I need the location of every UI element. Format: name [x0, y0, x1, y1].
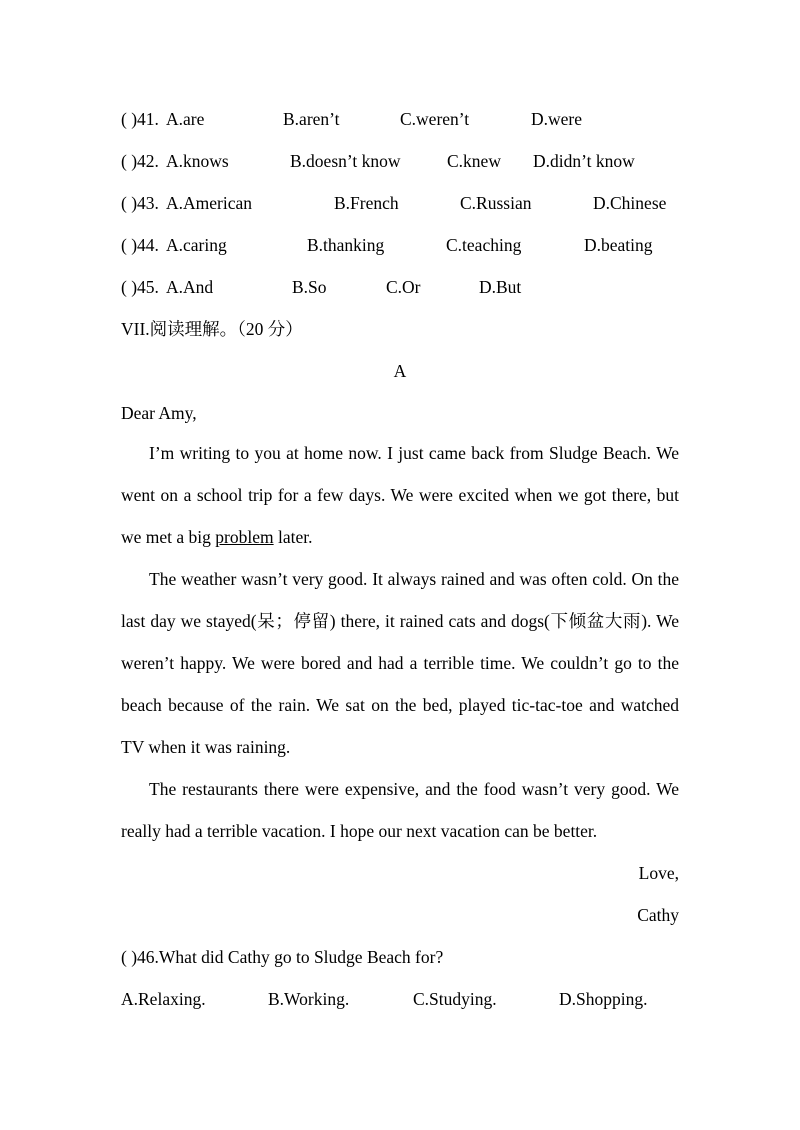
- paragraph-text: I’m writing to you at home now. I just came back from Sludge Beach. We went on a school trip for a few days. We were excited when we got there, but we met a big: [121, 443, 679, 547]
- question-stem: ( )44.: [121, 235, 159, 255]
- option-c: C.teaching: [446, 235, 522, 255]
- option-c: C.Russian: [460, 193, 532, 213]
- letter-paragraph-2: [121, 558, 679, 768]
- letter-signature: Cathy: [637, 905, 679, 925]
- question-42: [121, 150, 701, 172]
- question-46-stem: ( )46.What did Cathy go to Sludge Beach for?: [121, 947, 444, 967]
- question-stem: ( )42.: [121, 151, 159, 171]
- question-stem: ( )43.: [121, 193, 159, 213]
- question-46-options: [121, 988, 701, 1010]
- option-a: A.caring: [166, 235, 227, 255]
- question-stem: ( )45.: [121, 277, 159, 297]
- option-a: A.knows: [166, 151, 229, 171]
- option-d: D.beating: [584, 235, 653, 255]
- letter-greeting: Dear Amy,: [121, 403, 197, 423]
- question-45: [121, 276, 701, 298]
- section-heading: VII.阅读理解。（20 分）: [121, 319, 303, 339]
- option-d: D.Shopping.: [559, 989, 648, 1009]
- paragraph-text: The restaurants there were expensive, and the food wasn’t very good. We really had a terrible vacation. I hope our next vacation can be better.: [121, 779, 679, 841]
- option-c: C.Or: [386, 277, 421, 297]
- passage-label: A: [393, 361, 407, 381]
- question-44: [121, 234, 701, 256]
- paragraph-text: later.: [273, 527, 313, 547]
- option-d: D.didn’t know: [533, 151, 635, 171]
- option-a: A.Relaxing.: [121, 989, 206, 1009]
- paragraph-text: The weather wasn’t very good. It always rained and was often cold. On the last day we stayed(呆；停留) there, it rained cats and dogs(下倾盆大雨). We weren’t happy. We were bored and had a terrible time. We couldn’t go to the beach because of the rain. We sat on the bed, played tic-tac-toe and watched TV when it was raining.: [121, 569, 679, 757]
- option-d: D.But: [479, 277, 522, 297]
- question-41: [121, 108, 701, 130]
- option-b: B.Working.: [268, 989, 350, 1009]
- option-b: B.aren’t: [283, 109, 340, 129]
- option-d: D.Chinese: [593, 193, 667, 213]
- question-43: [121, 192, 701, 214]
- option-b: B.thanking: [307, 235, 385, 255]
- letter-paragraph-3: [121, 768, 679, 852]
- option-c: C.Studying.: [413, 989, 497, 1009]
- option-a: A.are: [166, 109, 205, 129]
- letter-closing: Love,: [638, 863, 679, 883]
- option-a: A.American: [166, 193, 253, 213]
- option-b: B.French: [334, 193, 399, 213]
- option-b: B.doesn’t know: [290, 151, 401, 171]
- letter-paragraph-1: [121, 432, 679, 558]
- option-a: A.And: [166, 277, 214, 297]
- option-b: B.So: [292, 277, 327, 297]
- option-c: C.knew: [447, 151, 501, 171]
- option-c: C.weren’t: [400, 109, 470, 129]
- option-d: D.were: [531, 109, 583, 129]
- question-stem: ( )41.: [121, 109, 159, 129]
- underlined-word: problem: [215, 527, 274, 547]
